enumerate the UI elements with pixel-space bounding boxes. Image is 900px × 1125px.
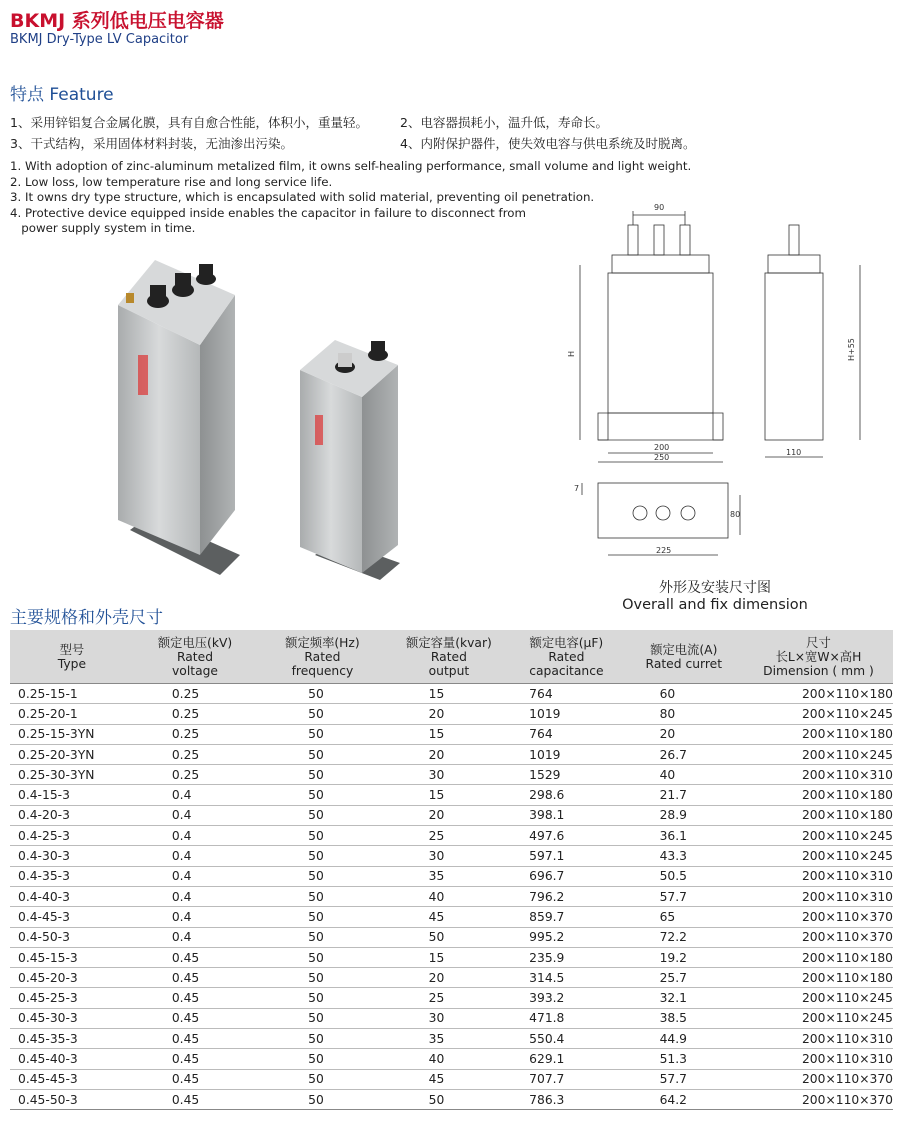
table-cell: 0.4-25-3 bbox=[10, 826, 134, 846]
feature-cn-3: 3、干式结构，采用固体材料封装，无油渗出污染。 bbox=[10, 136, 293, 151]
table-cell: 32.1 bbox=[624, 988, 744, 1008]
table-cell: 200×110×180 bbox=[744, 785, 893, 805]
table-row bbox=[10, 846, 893, 866]
table-row bbox=[10, 1008, 893, 1028]
table-cell: 200×110×245 bbox=[744, 744, 893, 764]
table-cell: 51.3 bbox=[624, 1049, 744, 1069]
capacitor-product-photo bbox=[100, 255, 430, 585]
table-cell: 25 bbox=[389, 988, 510, 1008]
table-cell: 0.4 bbox=[134, 927, 256, 947]
table-cell: 0.4 bbox=[134, 846, 256, 866]
table-cell: 0.45 bbox=[134, 988, 256, 1008]
table-cell: 50 bbox=[256, 1049, 389, 1069]
drawing-caption-en: Overall and fix dimension bbox=[622, 597, 808, 613]
col-header-current: 额定电流(A) Rated curret bbox=[624, 630, 744, 684]
table-cell: 0.4-45-3 bbox=[10, 907, 134, 927]
table-cell: 0.45-35-3 bbox=[10, 1029, 134, 1049]
col-header-type: 型号 Type bbox=[10, 630, 134, 684]
dim-110: 110 bbox=[786, 448, 802, 457]
table-cell: 50 bbox=[256, 1069, 389, 1089]
dim-h: H bbox=[567, 350, 576, 357]
table-cell: 15 bbox=[389, 947, 510, 967]
table-cell: 20 bbox=[389, 744, 510, 764]
table-row bbox=[10, 1049, 893, 1069]
table-cell: 200×110×180 bbox=[744, 684, 893, 704]
table-cell: 50 bbox=[256, 826, 389, 846]
table-cell: 45 bbox=[389, 1069, 510, 1089]
table-cell: 696.7 bbox=[509, 866, 623, 886]
table-cell: 200×110×180 bbox=[744, 805, 893, 825]
feature-heading: 特点 Feature bbox=[10, 85, 114, 105]
table-cell: 0.45 bbox=[134, 968, 256, 988]
table-cell: 1529 bbox=[509, 765, 623, 785]
table-cell: 0.25 bbox=[134, 684, 256, 704]
dim-80: 80 bbox=[730, 510, 741, 519]
dim-200: 200 bbox=[654, 443, 670, 452]
table-cell: 35 bbox=[389, 866, 510, 886]
feature-en-5: power supply system in time. bbox=[10, 221, 196, 235]
table-cell: 0.4-20-3 bbox=[10, 805, 134, 825]
table-cell: 0.45-15-3 bbox=[10, 947, 134, 967]
table-cell: 0.45-30-3 bbox=[10, 1008, 134, 1028]
table-cell: 200×110×310 bbox=[744, 1029, 893, 1049]
col-header-frequency: 额定频率(Hz) Rated frequency bbox=[256, 630, 389, 684]
table-cell: 200×110×370 bbox=[744, 927, 893, 947]
table-cell: 25 bbox=[389, 826, 510, 846]
table-cell: 20 bbox=[389, 704, 510, 724]
table-cell: 50.5 bbox=[624, 866, 744, 886]
table-cell: 20 bbox=[624, 724, 744, 744]
table-cell: 0.4 bbox=[134, 805, 256, 825]
table-cell: 64.2 bbox=[624, 1089, 744, 1109]
table-row bbox=[10, 704, 893, 724]
feature-en-2: 2. Low loss, low temperature rise and long service life. bbox=[10, 174, 333, 189]
table-cell: 0.4-40-3 bbox=[10, 886, 134, 906]
dimension-drawing bbox=[560, 195, 890, 567]
table-cell: 200×110×370 bbox=[744, 907, 893, 927]
table-row bbox=[10, 765, 893, 785]
table-cell: 57.7 bbox=[624, 1069, 744, 1089]
table-cell: 200×110×245 bbox=[744, 988, 893, 1008]
table-cell: 50 bbox=[256, 886, 389, 906]
table-cell: 40 bbox=[389, 1049, 510, 1069]
table-cell: 200×110×180 bbox=[744, 947, 893, 967]
table-cell: 0.4 bbox=[134, 907, 256, 927]
table-row bbox=[10, 744, 893, 764]
table-cell: 235.9 bbox=[509, 947, 623, 967]
table-cell: 36.1 bbox=[624, 826, 744, 846]
table-cell: 497.6 bbox=[509, 826, 623, 846]
table-cell: 0.45 bbox=[134, 1029, 256, 1049]
table-cell: 50 bbox=[256, 1029, 389, 1049]
table-cell: 0.45 bbox=[134, 1089, 256, 1109]
table-cell: 200×110×310 bbox=[744, 765, 893, 785]
table-cell: 0.25-20-3YN bbox=[10, 744, 134, 764]
table-cell: 28.9 bbox=[624, 805, 744, 825]
table-row bbox=[10, 968, 893, 988]
table-cell: 50 bbox=[256, 866, 389, 886]
table-cell: 50 bbox=[256, 1089, 389, 1109]
table-cell: 0.25-15-1 bbox=[10, 684, 134, 704]
table-cell: 200×110×245 bbox=[744, 826, 893, 846]
table-cell: 15 bbox=[389, 684, 510, 704]
table-cell: 0.4 bbox=[134, 866, 256, 886]
table-row bbox=[10, 684, 893, 704]
table-cell: 21.7 bbox=[624, 785, 744, 805]
table-cell: 0.4 bbox=[134, 886, 256, 906]
dim-90: 90 bbox=[654, 203, 665, 212]
table-cell: 298.6 bbox=[509, 785, 623, 805]
dim-225: 225 bbox=[656, 546, 672, 555]
table-cell: 50 bbox=[389, 927, 510, 947]
table-cell: 45 bbox=[389, 907, 510, 927]
feature-en-1: 1. With adoption of zinc-aluminum metalized film, it owns self-healing performance, small volume and light weight. bbox=[10, 159, 692, 173]
table-cell: 80 bbox=[624, 704, 744, 724]
col-header-output: 额定容量(kvar) Rated output bbox=[389, 630, 510, 684]
table-cell: 764 bbox=[509, 724, 623, 744]
table-cell: 0.25 bbox=[134, 704, 256, 724]
table-row bbox=[10, 927, 893, 947]
table-cell: 50 bbox=[256, 684, 389, 704]
table-cell: 0.45-20-3 bbox=[10, 968, 134, 988]
table-cell: 1019 bbox=[509, 744, 623, 764]
table-cell: 0.4-15-3 bbox=[10, 785, 134, 805]
table-cell: 30 bbox=[389, 846, 510, 866]
table-cell: 200×110×245 bbox=[744, 1008, 893, 1028]
table-cell: 30 bbox=[389, 1008, 510, 1028]
table-cell: 0.45 bbox=[134, 1069, 256, 1089]
table-cell: 50 bbox=[256, 704, 389, 724]
table-cell: 796.2 bbox=[509, 886, 623, 906]
feature-cn-1: 1、采用锌铝复合金属化膜，具有自愈合性能，体积小，重量轻。 bbox=[10, 115, 368, 130]
table-cell: 0.25 bbox=[134, 744, 256, 764]
table-cell: 50 bbox=[256, 968, 389, 988]
table-cell: 0.25 bbox=[134, 724, 256, 744]
drawing-caption-cn: 外形及安装尺寸图 bbox=[659, 580, 771, 596]
feature-cn-2: 2、电容器损耗小，温升低，寿命长。 bbox=[400, 115, 608, 130]
table-cell: 859.7 bbox=[509, 907, 623, 927]
table-cell: 0.45-25-3 bbox=[10, 988, 134, 1008]
spec-table bbox=[10, 630, 893, 1110]
table-cell: 764 bbox=[509, 684, 623, 704]
table-row bbox=[10, 907, 893, 927]
feature-list-cn bbox=[10, 112, 730, 154]
table-cell: 0.25-30-3YN bbox=[10, 765, 134, 785]
table-cell: 0.45 bbox=[134, 947, 256, 967]
feature-en-3: 3. It owns dry type structure, which is encapsulated with solid material, preventing oil penetration. bbox=[10, 190, 595, 204]
table-cell: 0.45-45-3 bbox=[10, 1069, 134, 1089]
table-row bbox=[10, 866, 893, 886]
dim-h55: H+55 bbox=[847, 338, 856, 361]
table-row bbox=[10, 1029, 893, 1049]
table-cell: 1019 bbox=[509, 704, 623, 724]
table-cell: 72.2 bbox=[624, 927, 744, 947]
table-cell: 43.3 bbox=[624, 846, 744, 866]
table-cell: 0.4-35-3 bbox=[10, 866, 134, 886]
table-cell: 0.4-50-3 bbox=[10, 927, 134, 947]
table-cell: 60 bbox=[624, 684, 744, 704]
table-cell: 50 bbox=[256, 927, 389, 947]
table-cell: 50 bbox=[256, 805, 389, 825]
table-row bbox=[10, 988, 893, 1008]
table-cell: 0.4-30-3 bbox=[10, 846, 134, 866]
table-row bbox=[10, 724, 893, 744]
table-cell: 15 bbox=[389, 785, 510, 805]
table-row bbox=[10, 826, 893, 846]
table-row bbox=[10, 805, 893, 825]
table-cell: 50 bbox=[256, 907, 389, 927]
table-cell: 50 bbox=[256, 947, 389, 967]
table-cell: 398.1 bbox=[509, 805, 623, 825]
table-cell: 0.25 bbox=[134, 765, 256, 785]
table-cell: 314.5 bbox=[509, 968, 623, 988]
table-cell: 50 bbox=[256, 1008, 389, 1028]
table-cell: 50 bbox=[256, 765, 389, 785]
table-cell: 200×110×245 bbox=[744, 846, 893, 866]
spec-header-row bbox=[10, 630, 893, 684]
table-cell: 995.2 bbox=[509, 927, 623, 947]
table-cell: 19.2 bbox=[624, 947, 744, 967]
table-cell: 35 bbox=[389, 1029, 510, 1049]
table-cell: 15 bbox=[389, 724, 510, 744]
table-cell: 471.8 bbox=[509, 1008, 623, 1028]
col-header-capacitance: 额定电容(μF) Rated capacitance bbox=[509, 630, 623, 684]
table-cell: 50 bbox=[256, 785, 389, 805]
table-cell: 65 bbox=[624, 907, 744, 927]
drawing-caption bbox=[600, 577, 830, 613]
table-cell: 50 bbox=[256, 846, 389, 866]
table-cell: 200×110×370 bbox=[744, 1089, 893, 1109]
spec-heading: 主要规格和外壳尺寸 bbox=[10, 608, 163, 628]
table-cell: 0.25-15-3YN bbox=[10, 724, 134, 744]
page-subtitle: BKMJ Dry-Type LV Capacitor bbox=[10, 32, 189, 47]
table-cell: 0.4 bbox=[134, 785, 256, 805]
table-cell: 20 bbox=[389, 968, 510, 988]
table-cell: 0.25-20-1 bbox=[10, 704, 134, 724]
table-cell: 550.4 bbox=[509, 1029, 623, 1049]
table-cell: 50 bbox=[256, 724, 389, 744]
table-cell: 597.1 bbox=[509, 846, 623, 866]
table-cell: 57.7 bbox=[624, 886, 744, 906]
table-cell: 0.4 bbox=[134, 826, 256, 846]
col-header-voltage: 额定电压(kV) Rated voltage bbox=[134, 630, 256, 684]
table-cell: 629.1 bbox=[509, 1049, 623, 1069]
table-cell: 25.7 bbox=[624, 968, 744, 988]
table-cell: 50 bbox=[256, 744, 389, 764]
table-cell: 50 bbox=[389, 1089, 510, 1109]
table-cell: 0.45-50-3 bbox=[10, 1089, 134, 1109]
table-cell: 20 bbox=[389, 805, 510, 825]
table-row bbox=[10, 785, 893, 805]
table-cell: 200×110×370 bbox=[744, 1069, 893, 1089]
table-cell: 200×110×180 bbox=[744, 724, 893, 744]
table-cell: 40 bbox=[389, 886, 510, 906]
dim-7: 7 bbox=[574, 484, 580, 493]
table-cell: 30 bbox=[389, 765, 510, 785]
table-cell: 707.7 bbox=[509, 1069, 623, 1089]
table-row bbox=[10, 1089, 893, 1109]
table-row bbox=[10, 886, 893, 906]
table-cell: 786.3 bbox=[509, 1089, 623, 1109]
table-row bbox=[10, 947, 893, 967]
table-cell: 200×110×310 bbox=[744, 866, 893, 886]
table-cell: 50 bbox=[256, 988, 389, 1008]
table-cell: 200×110×180 bbox=[744, 968, 893, 988]
table-cell: 0.45-40-3 bbox=[10, 1049, 134, 1069]
table-cell: 200×110×245 bbox=[744, 704, 893, 724]
table-cell: 38.5 bbox=[624, 1008, 744, 1028]
table-cell: 40 bbox=[624, 765, 744, 785]
table-cell: 200×110×310 bbox=[744, 1049, 893, 1069]
feature-cn-4: 4、内附保护器件，使失效电容与供电系统及时脱离。 bbox=[400, 136, 696, 151]
page-title: BKMJ 系列低电压电容器 bbox=[10, 10, 224, 32]
table-cell: 26.7 bbox=[624, 744, 744, 764]
table-cell: 0.45 bbox=[134, 1008, 256, 1028]
table-row bbox=[10, 1069, 893, 1089]
table-cell: 0.45 bbox=[134, 1049, 256, 1069]
table-cell: 200×110×310 bbox=[744, 886, 893, 906]
col-header-dimension: 尺寸 长L×宽W×高H Dimension ( mm ) bbox=[744, 630, 893, 684]
dim-250: 250 bbox=[654, 453, 670, 462]
table-cell: 44.9 bbox=[624, 1029, 744, 1049]
table-cell: 393.2 bbox=[509, 988, 623, 1008]
feature-en-4: 4. Protective device equipped inside enables the capacitor in failure to disconnect from bbox=[10, 205, 527, 220]
